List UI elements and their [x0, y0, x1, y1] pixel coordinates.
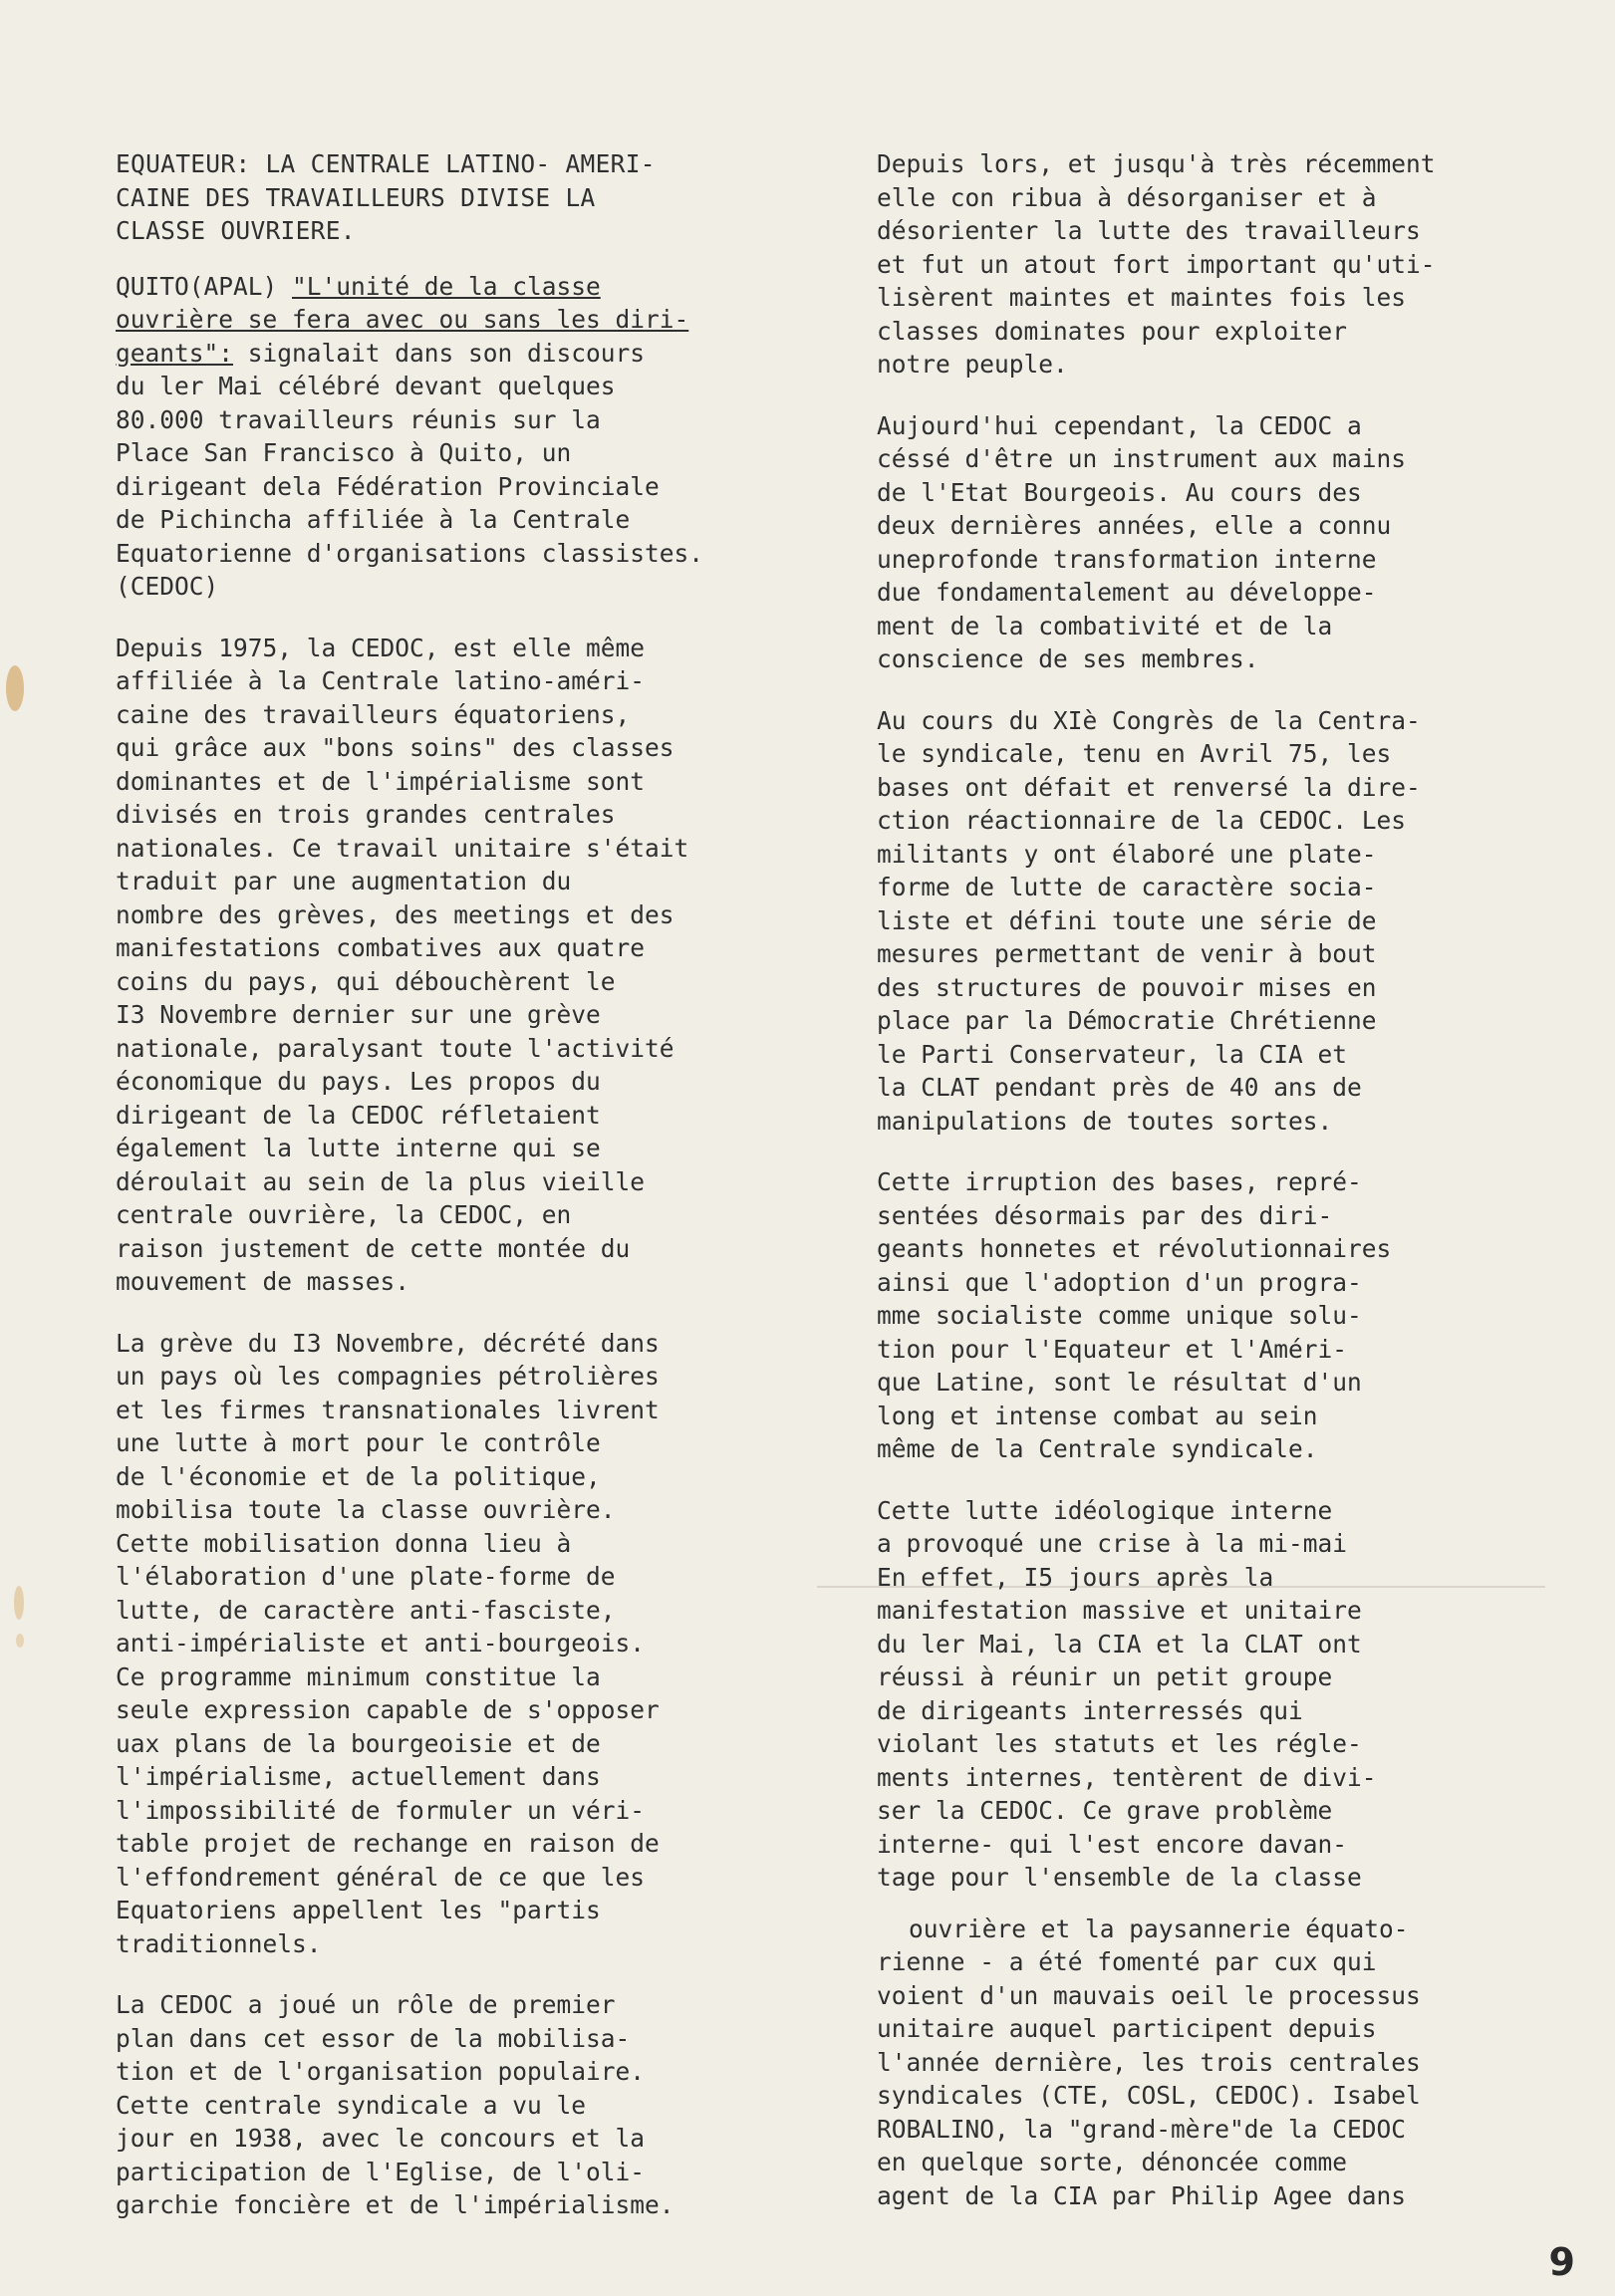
body-paragraph: La grève du I3 Novembre, décrété dans un pays où les compagnies pétrolières et les firmes transnationales livrent une lutte à mort pour le contrôle de l'économie et de la politique, mobilisa toute la classe ouvrière. Cette mobilisation donna lieu à l'élaboration d'une plate-forme de lutte, de caractère anti-fasciste, anti-impérialiste et anti-bourgeois. Ce programme minimum constitue la seule expression capable de s'opposer uax plans de la bourgeoisie et de l'impérialisme, actuellement dans l'impossibilité de formuler un véri- table projet de rechange en raison de l'effondrement général de ce que les Equatoriens appellent les "partis traditionnels.	[116, 1328, 660, 1958]
continuation-first-line: ouvrière et la paysannerie équato-	[909, 1913, 1409, 1943]
lead-text: signalait dans son discours du ler Mai célébré devant quelques 80.000 travailleurs réunis sur la Place San Francisco à Quito, un dirigeant dela Fédération Provinciale de Pichincha affiliée à la Centrale Equatorienne d'organisations classistes. (CEDOC)	[116, 338, 704, 601]
continuation-paragraph	[877, 1913, 1534, 2213]
continuation-text: rienne - a été fomenté par cux qui voient d'un mauvais oeil le processus unitaire auquel participent depuis l'année dernière, les trois centrales syndicales (CTE, COSL, CEDOC). Isabel ROBALINO, la "grand-mère"de la CEDOC en quelque sorte, dénoncée comme agent de la CIA par Philip Agee dans	[877, 1947, 1421, 2210]
left-column	[116, 147, 781, 2250]
body-paragraph: Depuis 1975, la CEDOC, est elle même affiliée à la Centrale latino-améri- caine des travailleurs équatoriens, qui grâce aux "bons soins" des classes dominantes et de l'impérialisme sont divisés en trois grandes centrales nationales. Ce travail unitaire s'était traduit par une augmentation du nombre des grèves, des meetings et des manifestations combatives aux quatre coins du pays, qui débouchèrent le I3 Novembre dernier sur une grève nationale, paralysant toute l'activité économique du pays. Les propos du dirigeant de la CEDOC réfletaient également la lutte interne qui se déroulait au sein de la plus vieille centrale ouvrière, la CEDOC, en raison justement de cette montée du mouvement de masses.	[116, 633, 689, 1296]
body-paragraph: Au cours du XIè Congrès de la Centra- le syndicale, tenu en Avril 75, les bases ont défait et renversé la dire- ction réactionnaire de la CEDOC. Les militants y ont élaboré une plate- forme de lutte de caractère socia- liste et défini toute une série de mesures permettant de venir à bout des structures de pouvoir mises en place par la Démocratie Chrétienne le Parti Conservateur, la CIA et la CLAT pendant près de 40 ans de manipulations de toutes sortes.	[877, 705, 1421, 1136]
lead-paragraph	[116, 270, 781, 604]
body-paragraph: Depuis lors, et jusqu'à très récemment elle con ribua à désorganiser et à désorienter la lutte des travailleurs et fut un atout fort important qu'uti- lisèrent maintes et maintes fois les classes dominates pour exploiter notre peuple.	[877, 149, 1436, 379]
page-number: 9	[1548, 2240, 1575, 2284]
paper-stain	[6, 665, 24, 711]
lead-quote: "L'unité de la classe ouvrière se fera avec ou sans les diri- geants":	[116, 271, 689, 368]
article-headline: EQUATEUR: LA CENTRALE LATINO- AMERI- CAINE DES TRAVAILLEURS DIVISE LA CLASSE OUVRIERE.	[116, 149, 656, 245]
dateline: QUITO(APAL)	[116, 271, 293, 301]
paper-stain	[14, 1586, 24, 1620]
body-paragraph: La CEDOC a joué un rôle de premier plan dans cet essor de la mobilisa- tion et de l'organisation populaire. Cette centrale syndicale a vu le jour en 1938, avec le concours et la participation de l'Eglise, de l'oli- garchie foncière et de l'impérialisme.	[116, 1990, 674, 2219]
body-paragraph: Cette lutte idéologique interne a provoqué une crise à la mi-mai En effet, I5 jours après la manifestation massive et unitaire du ler Mai, la CIA et la CLAT ont réussi à réunir un petit groupe de dirigeants interressés qui violant les statuts et les régle- ments internes, tentèrent de divi- ser la CEDOC. Ce grave problème interne- qui l'est encore davan- tage pour l'ensemble de la classe	[877, 1495, 1377, 1892]
body-paragraph: Cette irruption des bases, repré- sentées désormais par des diri- geants honnetes et révolutionnaires ainsi que l'adoption d'un progra- mme socialiste comme unique solu- tion pour l'Equateur et l'Améri- que Latine, sont le résultat d'un long et intense combat au sein même de la Centrale syndicale.	[877, 1167, 1392, 1463]
paper-stain	[16, 1634, 24, 1648]
right-column	[877, 147, 1534, 2240]
body-paragraph: Aujourd'hui cependant, la CEDOC a céssé d'être un instrument aux mains de l'Etat Bourgeois. Au cours des deux dernières années, elle a connu uneprofonde transformation interne due fondamentalement au développe- ment de la combativité et de la conscience de ses membres.	[877, 410, 1407, 673]
